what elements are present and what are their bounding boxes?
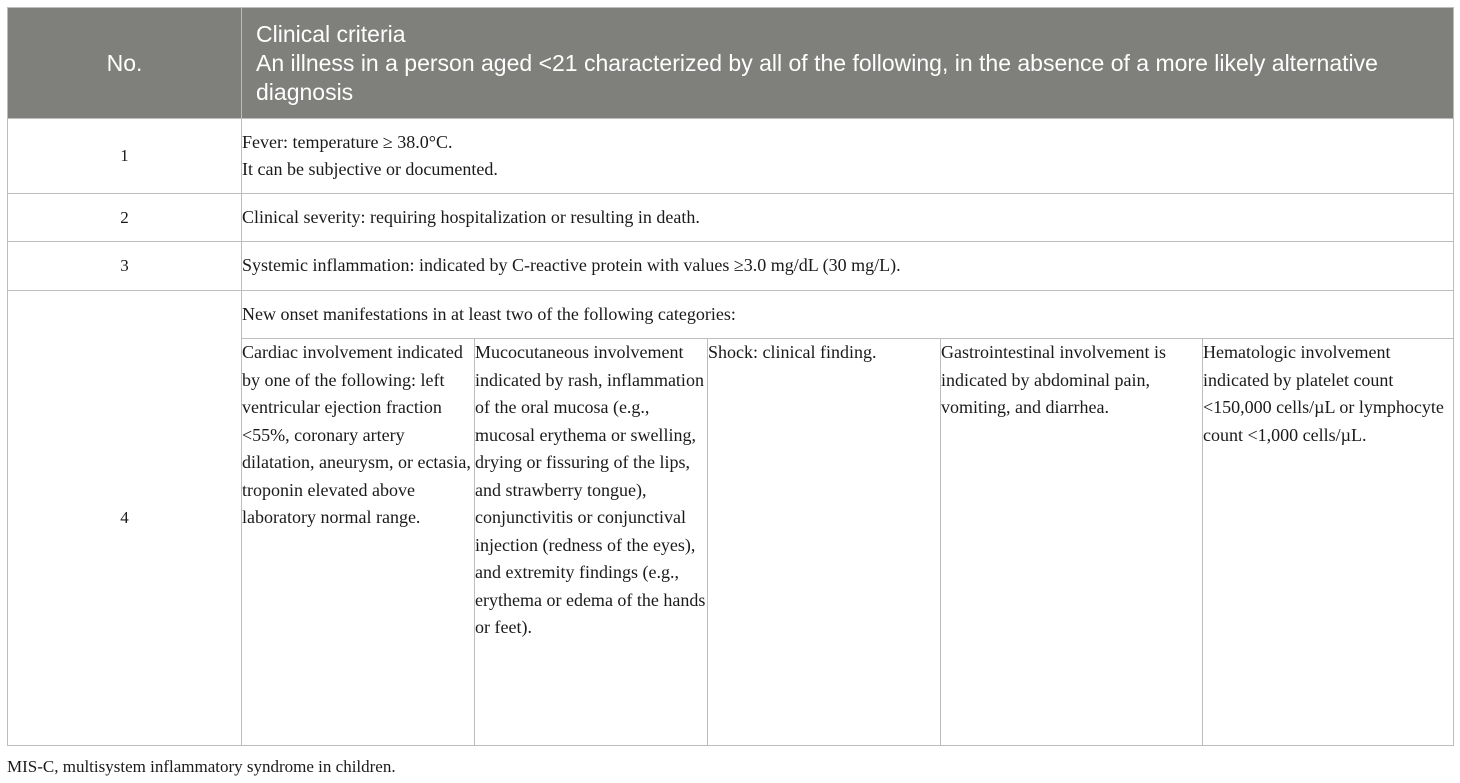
row-number-1: 1 bbox=[8, 119, 242, 194]
header-no: No. bbox=[8, 8, 242, 119]
criteria-subtitle: An illness in a person aged <21 characterized by all of the following, in the absence of a more likely alternative diagnosis bbox=[256, 49, 1378, 105]
category-hematologic: Hematologic involvement indicated by platelet count <150,000 cells/µL or lymphocyte count <1,000 cells/µL. bbox=[1203, 339, 1454, 746]
category-shock: Shock: clinical finding. bbox=[708, 339, 941, 746]
clinical-criteria-table bbox=[7, 7, 1454, 746]
row-criterion-inflammation: Systemic inflammation: indicated by C-reactive protein with values ≥3.0 mg/dL (30 mg/L). bbox=[242, 242, 1454, 291]
fever-line-1: Fever: temperature ≥ 38.0°C. bbox=[242, 131, 453, 152]
criteria-title: Clinical criteria bbox=[256, 20, 406, 47]
criteria-table-container bbox=[7, 7, 1453, 746]
table-row-1 bbox=[8, 119, 1454, 194]
row-number-4: 4 bbox=[8, 291, 242, 746]
row-criterion-severity: Clinical severity: requiring hospitalization or resulting in death. bbox=[242, 194, 1454, 242]
row-number-2: 2 bbox=[8, 194, 242, 242]
header-clinical-criteria bbox=[242, 8, 1454, 119]
fever-line-2: It can be subjective or documented. bbox=[242, 159, 498, 179]
table-row-4-intro bbox=[8, 291, 1454, 339]
table-row-2 bbox=[8, 194, 1454, 242]
row-number-3: 3 bbox=[8, 242, 242, 291]
table-footnote: MIS-C, multisystem inflammatory syndrome in children. bbox=[7, 757, 396, 776]
category-cardiac: Cardiac involvement indicated by one of the following: left ventricular ejection fraction <55%, coronary artery dilatation, aneurysm, or ectasia, troponin elevated above laboratory normal range. bbox=[242, 339, 475, 746]
table-header-row bbox=[8, 8, 1454, 119]
row-criterion-fever bbox=[242, 119, 1454, 194]
table-row-3 bbox=[8, 242, 1454, 291]
row-criterion-manifestations-intro: New onset manifestations in at least two of the following categories: bbox=[242, 291, 1454, 339]
category-mucocutaneous: Mucocutaneous involvement indicated by rash, inflammation of the oral mucosa (e.g., mucosal erythema or swelling, drying or fissuring of the lips, and strawberry tongue), conjunctivitis or conjunctival injection (redness of the eyes), and extremity findings (e.g., erythema or edema of the hands or feet). bbox=[475, 339, 708, 746]
category-gastrointestinal: Gastrointestinal involvement is indicated by abdominal pain, vomiting, and diarrhea. bbox=[941, 339, 1203, 746]
